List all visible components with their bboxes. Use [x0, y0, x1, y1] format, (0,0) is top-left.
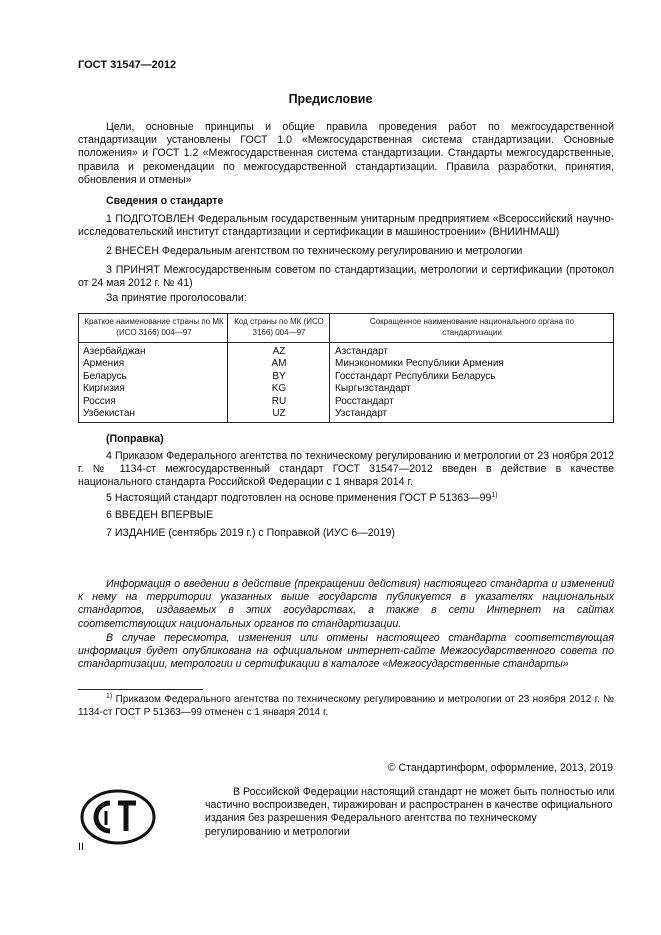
info-paragraph-1: Информация о введении в действие (прекращении действия) настоящего стандарта и изменений к нему на территории указанных выше государств публикуется в указателях национальных стандартов, издаваемых в этих государствах, а также в сети Интернет на сайтах соответствующих национальных органов по стандартизации. — [78, 578, 614, 630]
intro-paragraph: Цели, основные принципы и общие правила проведения работ по межгосударственной стандартизации установлены ГОСТ 1.0 «Межгосударственная система стандартизации. Основные положения» и ГОСТ 1.2 «Межгосударственная система стандартизации. Стандарты межгосударственные, правила и рекомендации по межгосударственной стандартизации. Правила разработки, принятия, обновления и отмены» — [78, 121, 614, 186]
voted-label: За принятие проголосовали: — [106, 292, 247, 304]
item-1: 1 ПОДГОТОВЛЕН Федеральным государственным унитарным предприятием «Всероссийский научно-исследовательский институт стандартизации и сертификации в машиностроении» (ВНИИНМАШ) — [78, 213, 614, 239]
pct-certification-mark-icon — [80, 789, 156, 850]
footnote-divider — [78, 689, 203, 690]
body-column — [335, 346, 611, 420]
item-6: 6 ВВЕДЕН ВПЕРВЫЕ — [106, 509, 214, 521]
section-heading: Сведения о стандарте — [106, 195, 224, 207]
item-7: 7 ИЗДАНИЕ (сентябрь 2019 г.) с Поправкой (ИУС 6—2019) — [106, 527, 395, 539]
table-cell: Азстандарт — [335, 346, 389, 357]
amendment-label: (Поправка) — [106, 433, 164, 445]
table-cell: Россия — [83, 395, 116, 407]
table-cell: Узбекистан — [83, 408, 135, 420]
footnote: $^{1)}$ Приказом Федерального агентства по техническому регулированию и метрологии от 23 ноября 2012 г. № 1134-ст ГОСТ Р 51363—99 отменен с 1 января 2014 г. — [78, 693, 614, 718]
table-cell: BY — [272, 370, 286, 382]
document-code: ГОСТ 31547—2012 — [78, 59, 177, 71]
table-cell: Госстандарт Республики Беларусь — [335, 370, 496, 382]
page-title: Предисловие — [288, 92, 373, 106]
footnote-mark: 1) — [106, 693, 113, 700]
footnote-ref: 1) — [491, 492, 498, 499]
copyright: © Стандартинформ, оформление, 2013, 2019 — [387, 762, 613, 774]
table-cell: Минэкономики Республики Армения — [335, 358, 504, 370]
country-column — [83, 346, 225, 420]
item-2: 2 ВНЕСЕН Федеральным агентством по техническому регулированию и метрологии — [106, 245, 523, 257]
table-cell: KG — [271, 383, 287, 395]
info-paragraph-2: В случае пересмотра, изменения или отмены настоящего стандарта соответствующая информация будет опубликована на официальном интернет-сайте Межгосударственного совета по стандартизации, метрологии и сертификации в каталоге «Межгосударственные стандарты» — [78, 632, 614, 671]
table-header-country: Краткое наименование страны по МК (ИСО 3166) 004—97 — [84, 317, 224, 337]
table-cell: Азербайджан — [83, 346, 146, 357]
table-cell: Кыргызстандарт — [335, 383, 411, 395]
item-4: 4 Приказом Федерального агентства по техническому регулированию и метрологии от 23 ноября 2012 г. № 1134-ст межгосударственный стандарт ГОСТ 31547—2012 введен в действие в качестве национального стандарта Российской Федерации с 1 января 2014 г. — [78, 450, 614, 489]
table-cell: Киргизия — [83, 383, 125, 395]
table-header-body: Сокращенное наименование национального органа по стандартизации — [369, 317, 575, 337]
table-cell: Узстандарт — [335, 408, 388, 420]
table-cell: Росстандарт — [335, 395, 394, 407]
table-cell: Беларусь — [83, 370, 127, 382]
table-cell: AZ — [272, 346, 286, 357]
table-header-code: Код страны по МК (ИСО 3166) 004—97 — [234, 317, 324, 337]
countries-table — [78, 313, 614, 423]
table-cell: Армения — [83, 358, 125, 370]
table-cell: RU — [271, 395, 287, 407]
page-number: II — [78, 841, 84, 853]
item-5: 5 Настоящий стандарт подготовлен на основе применения ГОСТ Р 51363—99$^{1)}$ — [106, 492, 498, 504]
item-3: 3 ПРИНЯТ Межгосударственным советом по стандартизации, метрологии и сертификации (протокол от 24 мая 2012 г. № 41) — [78, 264, 614, 290]
table-cell: UZ — [272, 408, 286, 420]
code-column — [229, 346, 329, 420]
reproduction-notice: В Российской Федерации настоящий стандарт не может быть полностью или частично воспроизведен, тиражирован и распространен в качестве официального издания без разрешения Федерального агентства по техническому регулированию и метрологии — [205, 786, 615, 838]
table-cell: AM — [271, 358, 287, 370]
